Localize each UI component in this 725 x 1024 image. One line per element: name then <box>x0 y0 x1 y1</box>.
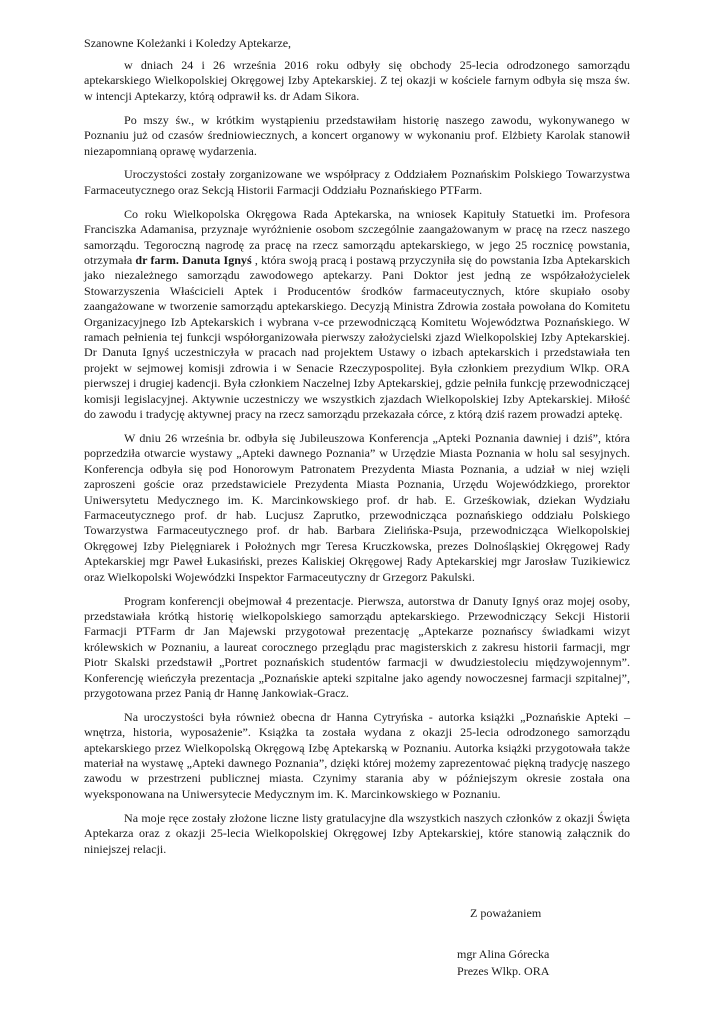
paragraph-7: Na uroczystości była również obecna dr Hanna Cytryńska - autorka książki „Poznańskie Apteki – wnętrza, historia, wyposażenie”. Książka ta została wydana z okazji 25-lecia odrodzonego samorządu aptekarskiego przez Wielkopolską Okręgową Izbę Aptekarską w Poznaniu. Autorka książki przygotowała także materiał na wystawę „Apteki dawnego Poznania”, dzięki której możemy zaprezentować piękną tradycję naszego zawodu w przestrzeni publicznej miasta. Czynimy starania aby w późniejszym okresie została ona wyeksponowana na Uniwersytecie Medycznym im. K. Marcinkowskiego w Poznaniu. <box>84 709 630 801</box>
paragraph-3: Uroczystości zostały zorganizowane we współpracy z Oddziałem Poznańskim Polskiego Towarzystwa Farmaceutycznego oraz Sekcją Historii Farmacji Oddziału Poznańskiego PTFarm. <box>84 167 630 197</box>
signer-name: mgr Alina Górecka <box>457 947 550 961</box>
paragraph-1: w dniach 24 i 26 września 2016 roku odbyły się obchody 25-lecia odrodzonego samorządu aptekarskiego Wielkopolskiej Okręgowej Izby Aptekarskiej. Z tej okazji w kościele farnym odbyła się msza św. w intencji Aptekarzy, którą odprawił ks. dr Adam Sikora. <box>84 58 630 103</box>
paragraph-8: Na moje ręce zostały złożone liczne listy gratulacyjne dla wszystkich naszych członków z okazji Święta Aptekarza oraz z okazji 25-lecia Wielkopolskiej Okręgowej Izby Aptekarskiej, które stanowią załącznik do niniejszej relacji. <box>84 810 630 856</box>
paragraph-5: W dniu 26 września br. odbyła się Jubileuszowa Konferencja „Apteki Poznania dawniej i dziś”, która poprzedziła otwarcie wystawy „Apteki dawnego Poznania” w Urzędzie Miasta Poznania w holu sal sesyjnych. Konferencja odbyła się pod Honorowym Patronatem Prezydenta Miasta Poznania, a udział w niej wzięli zaproszeni goście oraz przedstawiciele Prezydenta Miasta Poznania, Urzędu Wojewódzkiego, prorektor Uniwersytetu Medycznego im. K. Marcinkowskiego prof. dr hab. E. Grześkowiak, dziekan Wydziału Farmaceutycznego prof. dr hab. Lucjusz Zaprutko, przewodnicząca poznańskiego oddziału Polskiego Towarzystwa Farmaceutycznego prof. dr hab. Barbara Zielińska-Psuja, przewodnicząca Wielkopolskiej Okręgowej Izby Pielęgniarek i Położnych mgr Teresa Kruczkowska, prezes Dolnośląskiej Okręgowej Rady Aptekarskiej mgr Paweł Łukasiński, prezes Kaliskiej Okręgowej Rady Aptekarskiej mgr Jarosław Tuzikiewicz oraz Wielkopolski Wojewódzki Inspektor Farmaceutyczny dr Grzegorz Pakulski. <box>84 430 630 584</box>
paragraph-6: Program konferencji obejmował 4 prezentacje. Pierwsza, autorstwa dr Danuty Ignyś oraz mojej osoby, przedstawiała krótką historię wielkopolskiego samorządu aptekarskiego. Przewodniczący Sekcji Historii Farmacji PTFarm dr Jan Majewski przygotował prezentację „Aptekarze poznańscy świadkami wizyt królewskich w Poznaniu, a laureat corocznego przeglądu prac magisterskich z zakresu historii farmacji, mgr Piotr Skalski przedstawił „Portret poznańskich studentów farmacji w dwudziestoleciu międzywojennym”. Konferencję wieńczyła prezentacja „Poznańskie apteki szpitalne jako agendy nowoczesnej farmacji szpitalnej”, przygotowana przez Panią dr Hannę Jankowiak-Gracz. <box>84 593 630 700</box>
salutation: Szanowne Koleżanki i Koledzy Aptekarze, <box>84 36 292 50</box>
awardee-name: dr farm. Danuta Ignyś <box>135 252 252 267</box>
paragraph-4 <box>84 207 630 423</box>
signature-block <box>457 946 549 980</box>
paragraph-4-rest: , która swoją pracą i postawą przyczyniła się do powstania Izba Aptekarskich jako niezależnego samorządu zawodowego aptekarzy. Pani Doktor jest jedną ze współzałożycielek Stowarzyszenia Właścicieli Aptek i Producentów środków farmaceutycznych, które skupiało osoby zaangażowane w tworzenie samorządu aptekarskiego. Decyzją Ministra Zdrowia została powołana do Komitetu Organizacyjnego Izb Aptekarskich i wybrana v-ce przewodniczącą Komitetu Województwa Poznańskiego. W ramach pełnienia tej funkcji współorganizowała pierwszy założycielski zjazd Wielkopolskiej Izby Aptekarskiej. Dr Danuta Ignyś uczestniczyła w pracach nad projektem Ustawy o izbach aptekarskich i przedstawiała ten projekt w sejmowej komisji zdrowia i w Senacie Rzeczypospolitej. Była członkiem prezydium Wlkp. ORA pierwszej i drugiej kadencji. Była członkiem Naczelnej Izby Aptekarskiej, gdzie pełniła funkcję przewodniczącej komisji legislacyjnej. Aktywnie uczestniczy we wszystkich zjazdach Wielkopolskiej Izby Aptekarskiej. Miłość do zawodu i tradycję aktywnej pracy na rzecz samorządu przekazała córce, z którą dziś razem prowadzi aptekę. <box>84 252 630 422</box>
signer-title: Prezes Wlkp. ORA <box>457 964 550 978</box>
letter-body <box>84 58 630 866</box>
paragraph-2: Po mszy św., w krótkim wystąpieniu przedstawiłam historię naszego zawodu, wykonywanego w Poznaniu już od czasów średniowiecznych, a koncert organowy w wykonaniu prof. Elżbiety Karolak stanowił niezapomnianą oprawę wydarzenia. <box>84 112 630 158</box>
paragraph-4-intro: Co roku Wielkopolska Okręgowa Rada Aptekarska, na wniosek Kapituły Statuetki im. Profesora Franciszka Adamanisa, przyznaje wyróżnienie osobom szczególnie zaangażowanym w pracę na rzecz naszego samorządu. Tegoroczną nagrodę za pracę na rzecz samorządu aptekarskiego, w jego 25 rocznicę powstania, otrzymała <box>84 206 630 267</box>
closing: Z poważaniem <box>470 906 542 920</box>
